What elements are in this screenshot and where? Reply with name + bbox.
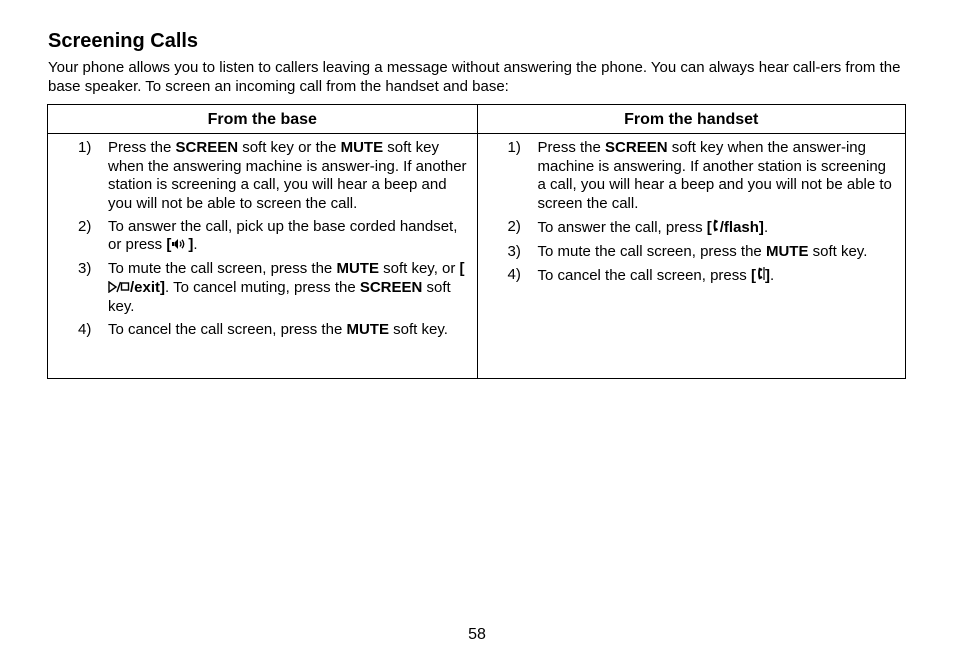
step-number: 4) [507,265,521,283]
handset-column-header: From the handset [478,105,906,134]
list-item [478,218,898,239]
list-item [478,243,898,262]
base-column [48,105,477,378]
step-text: To answer the call, pick up the base corded handset, or press [ ]. [108,218,469,256]
step-number: 4) [78,321,92,338]
base-steps [48,134,477,340]
step-number: 2) [78,217,92,235]
step-text: To mute the call screen, press the MUTE soft key. [537,242,868,260]
step-text: Press the SCREEN soft key when the answer-ing machine is answering. If another station is screening a call, you will hear a beep and you will not be able to screen the call. [537,139,892,212]
step-text: To cancel the call screen, press [ ]. [538,266,898,287]
list-item [478,266,898,287]
step-text: To cancel the call screen, press the MUTE soft key. [108,321,448,338]
step-text: Press the SCREEN soft key or the MUTE soft key when the answering machine is answer-ing. If another station is screening a call, you will hear a beep and you will not be able to screen the call. [108,139,467,212]
speaker-icon [171,237,188,256]
end-call-icon [756,266,765,287]
base-column-header: From the base [48,105,477,134]
page-number: 58 [468,626,486,643]
step-number: 1) [78,139,92,156]
list-item [48,260,469,317]
talk-icon [712,218,720,239]
step-text: To mute the call screen, press the MUTE soft key, or [/exit]. To cancel muting, press the SCREEN soft key. [108,260,465,315]
step-text: To answer the call, press [ /flash]. [538,218,898,239]
page-title: Screening Calls [48,30,199,52]
handset-column [477,105,906,378]
screening-table [47,104,906,379]
step-number: 3) [507,242,521,260]
list-item [478,139,898,213]
intro-paragraph: Your phone allows you to listen to callers leaving a message without answering the phone. You can always hear call-ers from the base speaker. To screen an incoming call from the handset and base: [48,59,901,95]
list-item [48,218,469,256]
play-stop-icon [108,280,130,299]
handset-steps [478,134,906,286]
step-number: 2) [507,217,521,235]
step-number: 1) [507,139,521,156]
list-item [48,139,469,213]
list-item [48,321,469,340]
step-number: 3) [78,260,92,277]
